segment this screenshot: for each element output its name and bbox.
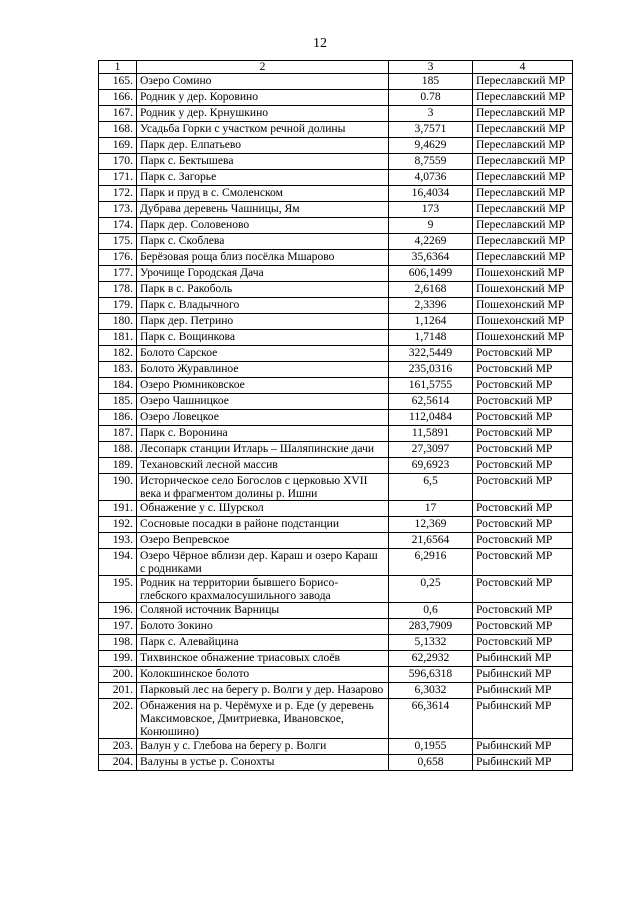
row-number: 168. bbox=[99, 122, 137, 138]
municipal-district: Переславский МР bbox=[473, 106, 573, 122]
area-value: 2,3396 bbox=[389, 298, 473, 314]
object-name: Дубрава деревень Чашницы, Ям bbox=[137, 202, 389, 218]
row-number: 184. bbox=[99, 378, 137, 394]
municipal-district: Ростовский МР bbox=[473, 474, 573, 501]
row-number: 182. bbox=[99, 346, 137, 362]
table-row bbox=[99, 330, 573, 346]
row-number: 189. bbox=[99, 458, 137, 474]
object-name: Парк дер. Соловеново bbox=[137, 218, 389, 234]
object-name: Болото Журавлиное bbox=[137, 362, 389, 378]
object-name: Парк с. Воронина bbox=[137, 426, 389, 442]
object-name: Родник у дер. Коровино bbox=[137, 90, 389, 106]
municipal-district: Переславский МР bbox=[473, 218, 573, 234]
area-value: 173 bbox=[389, 202, 473, 218]
table-row bbox=[99, 619, 573, 635]
object-name: Озеро Чашницкое bbox=[137, 394, 389, 410]
object-name: Техановский лесной массив bbox=[137, 458, 389, 474]
table-row bbox=[99, 378, 573, 394]
table-row bbox=[99, 106, 573, 122]
table-row bbox=[99, 442, 573, 458]
row-number: 169. bbox=[99, 138, 137, 154]
area-value: 1,1264 bbox=[389, 314, 473, 330]
municipal-district: Ростовский МР bbox=[473, 533, 573, 549]
area-value: 69,6923 bbox=[389, 458, 473, 474]
area-value: 16,4034 bbox=[389, 186, 473, 202]
row-number: 196. bbox=[99, 603, 137, 619]
object-name: Сосновые посадки в районе подстанции bbox=[137, 517, 389, 533]
table-row bbox=[99, 250, 573, 266]
object-name: Валуны в устье р. Сонохты bbox=[137, 755, 389, 771]
table-row bbox=[99, 426, 573, 442]
table-row bbox=[99, 394, 573, 410]
object-name: Парк с. Владычного bbox=[137, 298, 389, 314]
area-value: 235,0316 bbox=[389, 362, 473, 378]
municipal-district: Переславский МР bbox=[473, 122, 573, 138]
area-value: 6,5 bbox=[389, 474, 473, 501]
table-row bbox=[99, 282, 573, 298]
area-value: 9 bbox=[389, 218, 473, 234]
municipal-district: Ростовский МР bbox=[473, 442, 573, 458]
row-number: 185. bbox=[99, 394, 137, 410]
table-row bbox=[99, 651, 573, 667]
table-header-row bbox=[99, 61, 573, 74]
row-number: 183. bbox=[99, 362, 137, 378]
row-number: 190. bbox=[99, 474, 137, 501]
table-row bbox=[99, 683, 573, 699]
municipal-district: Переславский МР bbox=[473, 170, 573, 186]
row-number: 204. bbox=[99, 755, 137, 771]
row-number: 197. bbox=[99, 619, 137, 635]
object-name: Историческое село Богослов с церковью XVII века и фрагментом долины р. Ишни bbox=[137, 474, 389, 501]
table-body bbox=[99, 74, 573, 771]
area-value: 283,7909 bbox=[389, 619, 473, 635]
row-number: 181. bbox=[99, 330, 137, 346]
area-value: 62,2932 bbox=[389, 651, 473, 667]
area-value: 185 bbox=[389, 74, 473, 90]
table-row bbox=[99, 699, 573, 739]
area-value: 21,6564 bbox=[389, 533, 473, 549]
table-row bbox=[99, 90, 573, 106]
row-number: 193. bbox=[99, 533, 137, 549]
header-col-1: 1 bbox=[99, 61, 137, 74]
table-row bbox=[99, 218, 573, 234]
object-name: Обнажение у с. Шурскол bbox=[137, 501, 389, 517]
municipal-district: Переславский МР bbox=[473, 74, 573, 90]
row-number: 195. bbox=[99, 576, 137, 603]
table-row bbox=[99, 186, 573, 202]
area-value: 4,2269 bbox=[389, 234, 473, 250]
table-row bbox=[99, 346, 573, 362]
area-value: 0,25 bbox=[389, 576, 473, 603]
table-row bbox=[99, 533, 573, 549]
row-number: 179. bbox=[99, 298, 137, 314]
area-value: 3 bbox=[389, 106, 473, 122]
row-number: 172. bbox=[99, 186, 137, 202]
municipal-district: Рыбинский МР bbox=[473, 683, 573, 699]
table-row bbox=[99, 122, 573, 138]
municipal-district: Переславский МР bbox=[473, 186, 573, 202]
table-row bbox=[99, 667, 573, 683]
row-number: 178. bbox=[99, 282, 137, 298]
row-number: 170. bbox=[99, 154, 137, 170]
row-number: 192. bbox=[99, 517, 137, 533]
municipal-district: Ростовский МР bbox=[473, 378, 573, 394]
municipal-district: Пошехонский МР bbox=[473, 298, 573, 314]
row-number: 198. bbox=[99, 635, 137, 651]
table-row bbox=[99, 603, 573, 619]
area-value: 66,3614 bbox=[389, 699, 473, 739]
table-row bbox=[99, 170, 573, 186]
row-number: 173. bbox=[99, 202, 137, 218]
header-col-4: 4 bbox=[473, 61, 573, 74]
table-row bbox=[99, 314, 573, 330]
area-value: 62,5614 bbox=[389, 394, 473, 410]
area-value: 9,4629 bbox=[389, 138, 473, 154]
object-name: Родник у дер. Крнушкино bbox=[137, 106, 389, 122]
area-value: 112,0484 bbox=[389, 410, 473, 426]
area-value: 1,7148 bbox=[389, 330, 473, 346]
row-number: 202. bbox=[99, 699, 137, 739]
table-row bbox=[99, 298, 573, 314]
municipal-district: Пошехонский МР bbox=[473, 330, 573, 346]
object-name: Парк с. Алевайцина bbox=[137, 635, 389, 651]
municipal-district: Ростовский МР bbox=[473, 426, 573, 442]
object-name: Парк в с. Ракоболь bbox=[137, 282, 389, 298]
row-number: 199. bbox=[99, 651, 137, 667]
area-value: 596,6318 bbox=[389, 667, 473, 683]
area-value: 6,3032 bbox=[389, 683, 473, 699]
table-row bbox=[99, 266, 573, 282]
municipal-district: Ростовский МР bbox=[473, 517, 573, 533]
table-row bbox=[99, 74, 573, 90]
municipal-district: Ростовский МР bbox=[473, 501, 573, 517]
table-row bbox=[99, 549, 573, 576]
area-value: 12,369 bbox=[389, 517, 473, 533]
municipal-district: Переславский МР bbox=[473, 250, 573, 266]
table-row bbox=[99, 458, 573, 474]
object-name: Парк дер. Елпатьево bbox=[137, 138, 389, 154]
area-value: 3,7571 bbox=[389, 122, 473, 138]
area-value: 2,6168 bbox=[389, 282, 473, 298]
row-number: 180. bbox=[99, 314, 137, 330]
object-name: Соляной источник Варницы bbox=[137, 603, 389, 619]
row-number: 203. bbox=[99, 739, 137, 755]
object-name: Озеро Вепревское bbox=[137, 533, 389, 549]
object-name: Парк с. Скоблева bbox=[137, 234, 389, 250]
row-number: 191. bbox=[99, 501, 137, 517]
area-value: 35,6364 bbox=[389, 250, 473, 266]
area-value: 8,7559 bbox=[389, 154, 473, 170]
municipal-district: Пошехонский МР bbox=[473, 266, 573, 282]
object-name: Колокшинское болото bbox=[137, 667, 389, 683]
object-name: Валун у с. Глебова на берегу р. Волги bbox=[137, 739, 389, 755]
municipal-district: Ростовский МР bbox=[473, 410, 573, 426]
row-number: 201. bbox=[99, 683, 137, 699]
object-name: Парк дер. Петрино bbox=[137, 314, 389, 330]
municipal-district: Ростовский МР bbox=[473, 576, 573, 603]
header-col-2: 2 bbox=[137, 61, 389, 74]
row-number: 167. bbox=[99, 106, 137, 122]
row-number: 188. bbox=[99, 442, 137, 458]
table-row bbox=[99, 154, 573, 170]
municipal-district: Рыбинский МР bbox=[473, 739, 573, 755]
municipal-district: Ростовский МР bbox=[473, 635, 573, 651]
area-value: 0,1955 bbox=[389, 739, 473, 755]
municipal-district: Ростовский МР bbox=[473, 394, 573, 410]
area-value: 27,3097 bbox=[389, 442, 473, 458]
table-row bbox=[99, 635, 573, 651]
object-name: Парк с. Вощинкова bbox=[137, 330, 389, 346]
table-row bbox=[99, 739, 573, 755]
object-name: Берёзовая роща близ посёлка Мшарово bbox=[137, 250, 389, 266]
table-row bbox=[99, 234, 573, 250]
row-number: 194. bbox=[99, 549, 137, 576]
object-name: Родник на территории бывшего Борисо-глебского крахмалосушильного завода bbox=[137, 576, 389, 603]
object-name: Парк с. Бектышева bbox=[137, 154, 389, 170]
municipal-district: Рыбинский МР bbox=[473, 755, 573, 771]
row-number: 175. bbox=[99, 234, 137, 250]
municipal-district: Ростовский МР bbox=[473, 603, 573, 619]
area-value: 5,1332 bbox=[389, 635, 473, 651]
object-name: Болото Зокино bbox=[137, 619, 389, 635]
object-name: Парковый лес на берегу р. Волги у дер. Назарово bbox=[137, 683, 389, 699]
row-number: 186. bbox=[99, 410, 137, 426]
municipal-district: Переславский МР bbox=[473, 202, 573, 218]
row-number: 200. bbox=[99, 667, 137, 683]
object-name: Парк с. Загорье bbox=[137, 170, 389, 186]
protected-areas-table bbox=[98, 60, 573, 771]
table-row bbox=[99, 474, 573, 501]
municipal-district: Пошехонский МР bbox=[473, 282, 573, 298]
area-value: 6,2916 bbox=[389, 549, 473, 576]
row-number: 177. bbox=[99, 266, 137, 282]
municipal-district: Ростовский МР bbox=[473, 362, 573, 378]
table-row bbox=[99, 410, 573, 426]
object-name: Усадьба Горки с участком речной долины bbox=[137, 122, 389, 138]
area-value: 0,6 bbox=[389, 603, 473, 619]
area-value: 161,5755 bbox=[389, 378, 473, 394]
table-row bbox=[99, 202, 573, 218]
municipal-district: Пошехонский МР bbox=[473, 314, 573, 330]
municipal-district: Ростовский МР bbox=[473, 549, 573, 576]
object-name: Урочище Городская Дача bbox=[137, 266, 389, 282]
row-number: 176. bbox=[99, 250, 137, 266]
area-value: 606,1499 bbox=[389, 266, 473, 282]
table-row bbox=[99, 576, 573, 603]
municipal-district: Рыбинский МР bbox=[473, 667, 573, 683]
page-number: 12 bbox=[313, 36, 327, 51]
object-name: Лесопарк станции Итларь – Шаляпинские дачи bbox=[137, 442, 389, 458]
municipal-district: Переславский МР bbox=[473, 154, 573, 170]
area-value: 322,5449 bbox=[389, 346, 473, 362]
row-number: 171. bbox=[99, 170, 137, 186]
municipal-district: Рыбинский МР bbox=[473, 699, 573, 739]
row-number: 166. bbox=[99, 90, 137, 106]
object-name: Обнажения на р. Черёмухе и р. Еде (у деревень Максимовское, Дмитриевка, Ивановское, Конюшино) bbox=[137, 699, 389, 739]
table-row bbox=[99, 501, 573, 517]
row-number: 165. bbox=[99, 74, 137, 90]
municipal-district: Переславский МР bbox=[473, 90, 573, 106]
municipal-district: Ростовский МР bbox=[473, 458, 573, 474]
header-col-3: 3 bbox=[389, 61, 473, 74]
object-name: Тихвинское обнажение триасовых слоёв bbox=[137, 651, 389, 667]
area-value: 17 bbox=[389, 501, 473, 517]
municipal-district: Переславский МР bbox=[473, 138, 573, 154]
object-name: Болото Сарское bbox=[137, 346, 389, 362]
object-name: Озеро Чёрное вблизи дер. Караш и озеро Караш с родниками bbox=[137, 549, 389, 576]
row-number: 174. bbox=[99, 218, 137, 234]
object-name: Озеро Рюмниковское bbox=[137, 378, 389, 394]
municipal-district: Ростовский МР bbox=[473, 619, 573, 635]
object-name: Озеро Сомино bbox=[137, 74, 389, 90]
area-value: 11,5891 bbox=[389, 426, 473, 442]
object-name: Парк и пруд в с. Смоленском bbox=[137, 186, 389, 202]
object-name: Озеро Ловецкое bbox=[137, 410, 389, 426]
table-row bbox=[99, 138, 573, 154]
row-number: 187. bbox=[99, 426, 137, 442]
municipal-district: Переславский МР bbox=[473, 234, 573, 250]
municipal-district: Рыбинский МР bbox=[473, 651, 573, 667]
table-row bbox=[99, 755, 573, 771]
area-value: 0.78 bbox=[389, 90, 473, 106]
area-value: 4,0736 bbox=[389, 170, 473, 186]
area-value: 0,658 bbox=[389, 755, 473, 771]
municipal-district: Ростовский МР bbox=[473, 346, 573, 362]
table-row bbox=[99, 517, 573, 533]
table-row bbox=[99, 362, 573, 378]
